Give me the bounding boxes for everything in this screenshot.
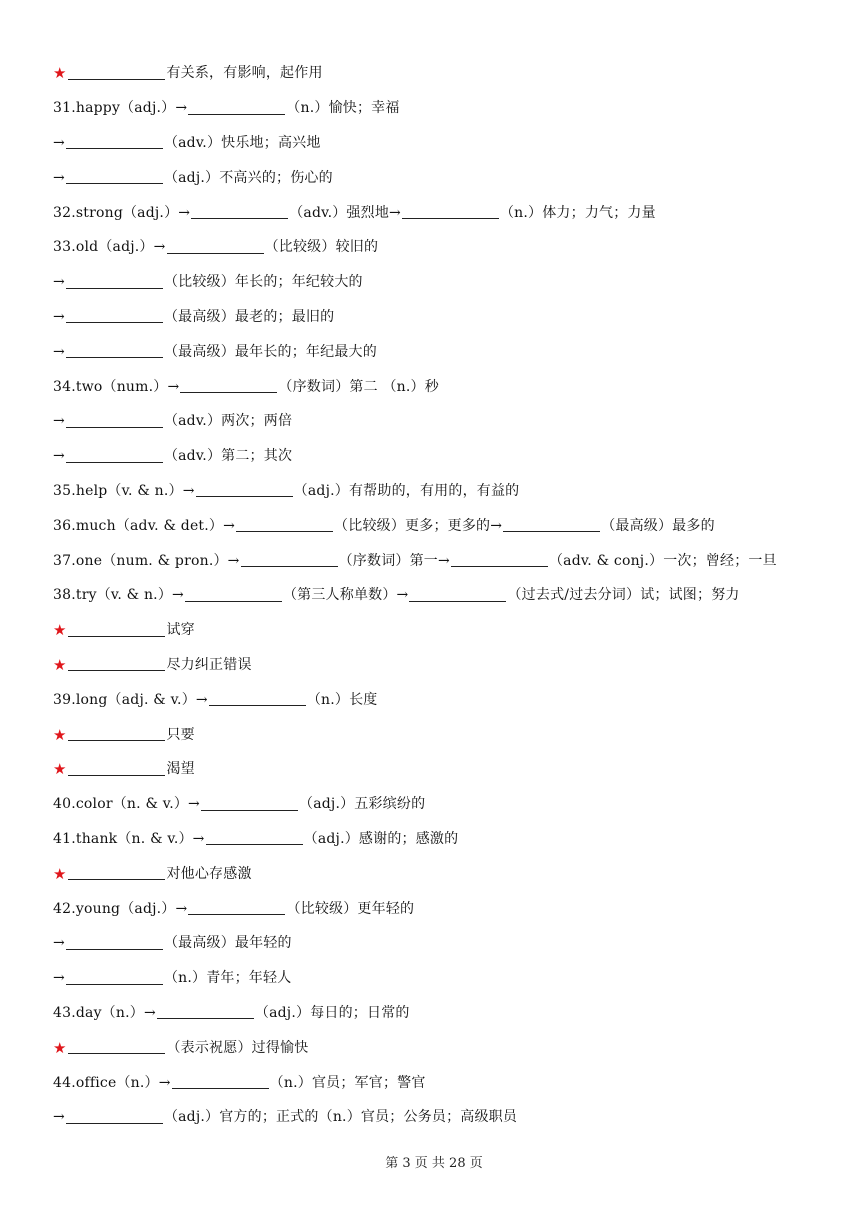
star-icon: ★ <box>53 760 67 779</box>
page-footer: 第 3 页 共 28 页 <box>385 1156 483 1171</box>
line-text: （比较级）更多；更多的→ <box>334 517 503 534</box>
answer-blank[interactable] <box>66 446 163 463</box>
line-text: （adj.）五彩缤纷的 <box>299 796 426 813</box>
line-text: （adj.）不高兴的；伤心的 <box>163 169 333 186</box>
exercise-line <box>53 856 853 891</box>
exercise-line <box>53 230 853 265</box>
exercise-line <box>53 300 853 335</box>
line-text: （adv.）强烈地→ <box>289 204 401 221</box>
line-text: 40.color（n. & v.）→ <box>53 796 200 813</box>
line-text: （最高级）最多的 <box>601 517 715 534</box>
exercise-line <box>53 543 853 578</box>
exercise-line <box>53 1065 853 1100</box>
answer-blank[interactable] <box>66 968 163 985</box>
line-text: （表示祝愿）过得愉快 <box>166 1039 309 1056</box>
line-text: 有关系，有影响，起作用 <box>166 65 323 82</box>
answer-blank[interactable] <box>167 237 264 254</box>
line-text: （过去式/过去分词）试；试图；努力 <box>507 587 740 604</box>
line-text: 尽力纠正错误 <box>166 656 252 673</box>
line-text: 42.young（adj.）→ <box>53 900 188 917</box>
line-text: 只要 <box>166 726 195 743</box>
line-text: → <box>53 1109 65 1126</box>
line-text: 38.try（v. & n.）→ <box>53 587 184 604</box>
answer-blank[interactable] <box>503 515 600 532</box>
answer-blank[interactable] <box>66 411 163 428</box>
line-text: → <box>53 343 65 360</box>
line-text: （adv. & conj.）一次；曾经；一旦 <box>548 552 777 569</box>
answer-blank[interactable] <box>66 933 163 950</box>
exercise-line <box>53 508 853 543</box>
line-text: （序数词）第一→ <box>338 552 450 569</box>
line-text: 39.long（adj. & v.）→ <box>53 691 208 708</box>
line-text: （最高级）最老的；最旧的 <box>163 308 335 325</box>
line-text: → <box>53 274 65 291</box>
answer-blank[interactable] <box>201 794 298 811</box>
answer-blank[interactable] <box>66 272 163 289</box>
line-text: → <box>53 448 65 465</box>
answer-blank[interactable] <box>66 167 163 184</box>
exercise-line <box>53 578 853 613</box>
exercise-line <box>53 787 853 822</box>
answer-blank[interactable] <box>196 480 293 497</box>
line-text: 44.office（n.）→ <box>53 1074 171 1091</box>
exercise-line <box>53 369 853 404</box>
line-text: （adj.）感谢的；感激的 <box>303 830 459 847</box>
exercise-line <box>53 926 853 961</box>
answer-blank[interactable] <box>209 689 306 706</box>
exercise-line <box>53 195 853 230</box>
line-text: 34.two（num.）→ <box>53 378 180 395</box>
line-text: （比较级）较旧的 <box>264 239 379 256</box>
line-text: → <box>53 308 65 325</box>
exercise-line <box>53 996 853 1031</box>
line-text: → <box>53 935 65 952</box>
exercise-line <box>53 160 853 195</box>
answer-blank[interactable] <box>68 654 165 671</box>
answer-blank[interactable] <box>409 585 506 602</box>
star-icon: ★ <box>53 655 67 674</box>
exercise-line <box>53 648 853 683</box>
exercise-line <box>53 752 853 787</box>
line-text: → <box>53 970 65 987</box>
answer-blank[interactable] <box>180 376 277 393</box>
line-text: （n.）体力；力气；力量 <box>499 204 656 221</box>
exercise-line <box>53 613 853 648</box>
exercise-line <box>53 474 853 509</box>
answer-blank[interactable] <box>68 724 165 741</box>
answer-blank[interactable] <box>68 759 165 776</box>
exercise-line <box>53 961 853 996</box>
exercise-line <box>53 439 853 474</box>
star-icon: ★ <box>53 1038 67 1057</box>
line-text: 对他心存感激 <box>166 865 252 882</box>
answer-blank[interactable] <box>157 1002 254 1019</box>
line-text: （adv.）第二；其次 <box>163 448 293 465</box>
answer-blank[interactable] <box>185 585 282 602</box>
answer-blank[interactable] <box>66 306 163 323</box>
answer-blank[interactable] <box>188 898 285 915</box>
line-text: （比较级）更年轻的 <box>286 900 415 917</box>
line-text: 37.one（num. & pron.）→ <box>53 552 240 569</box>
line-text: 渴望 <box>166 761 195 778</box>
star-icon: ★ <box>53 725 67 744</box>
line-text: （adj.）有帮助的，有用的，有益的 <box>293 482 520 499</box>
line-text: → <box>53 134 65 151</box>
line-text: 35.help（v. & n.）→ <box>53 482 195 499</box>
line-text: （adv.）快乐地；高兴地 <box>163 134 321 151</box>
star-icon: ★ <box>53 64 67 83</box>
exercise-line <box>53 682 853 717</box>
exercise-line <box>53 822 853 857</box>
exercise-line <box>53 265 853 300</box>
line-text: （n.）长度 <box>306 691 378 708</box>
exercise-line <box>53 717 853 752</box>
line-text: （n.）青年；年轻人 <box>163 970 292 987</box>
answer-blank[interactable] <box>66 341 163 358</box>
exercise-line <box>53 91 853 126</box>
answer-blank[interactable] <box>241 550 338 567</box>
line-text: （adv.）两次；两倍 <box>163 413 293 430</box>
answer-blank[interactable] <box>188 98 285 115</box>
answer-blank[interactable] <box>68 863 165 880</box>
line-text: 36.much（adv. & det.）→ <box>53 517 236 534</box>
line-text: 试穿 <box>166 622 195 639</box>
answer-blank[interactable] <box>172 1072 269 1089</box>
line-text: 43.day（n.）→ <box>53 1004 156 1021</box>
answer-blank[interactable] <box>206 828 303 845</box>
line-text: （adj.）官方的；正式的（n.）官员；公务员；高级职员 <box>163 1109 518 1126</box>
exercise-line <box>53 56 853 91</box>
line-text: （序数词）第二 （n.）秒 <box>278 378 439 395</box>
line-text: （adj.）每日的；日常的 <box>254 1004 410 1021</box>
line-text: （第三人称单数）→ <box>282 587 409 604</box>
exercise-line <box>53 334 853 369</box>
exercise-line <box>53 1100 853 1135</box>
answer-blank[interactable] <box>451 550 548 567</box>
line-text: 41.thank（n. & v.）→ <box>53 830 205 847</box>
star-icon: ★ <box>53 621 67 640</box>
line-text: → <box>53 413 65 430</box>
line-text: 31.happy（adj.）→ <box>53 100 188 117</box>
line-text: （最高级）最年轻的 <box>163 935 292 952</box>
line-text: 33.old（adj.）→ <box>53 239 166 256</box>
line-text: （n.）愉快；幸福 <box>286 100 400 117</box>
line-text: （最高级）最年长的；年纪最大的 <box>163 343 377 360</box>
exercise-line <box>53 404 853 439</box>
exercise-line <box>53 1030 853 1065</box>
line-text: （n.）官员；军官；警官 <box>269 1074 426 1091</box>
line-text: 32.strong（adj.）→ <box>53 204 191 221</box>
answer-blank[interactable] <box>68 1037 165 1054</box>
line-text: → <box>53 169 65 186</box>
exercise-line <box>53 126 853 161</box>
answer-blank[interactable] <box>66 1107 163 1124</box>
answer-blank[interactable] <box>191 202 288 219</box>
exercise-lines <box>53 56 853 1135</box>
answer-blank[interactable] <box>66 132 163 149</box>
answer-blank[interactable] <box>68 63 165 80</box>
answer-blank[interactable] <box>402 202 499 219</box>
exercise-line <box>53 891 853 926</box>
answer-blank[interactable] <box>236 515 333 532</box>
answer-blank[interactable] <box>68 620 165 637</box>
star-icon: ★ <box>53 864 67 883</box>
line-text: （比较级）年长的；年纪较大的 <box>163 274 363 291</box>
